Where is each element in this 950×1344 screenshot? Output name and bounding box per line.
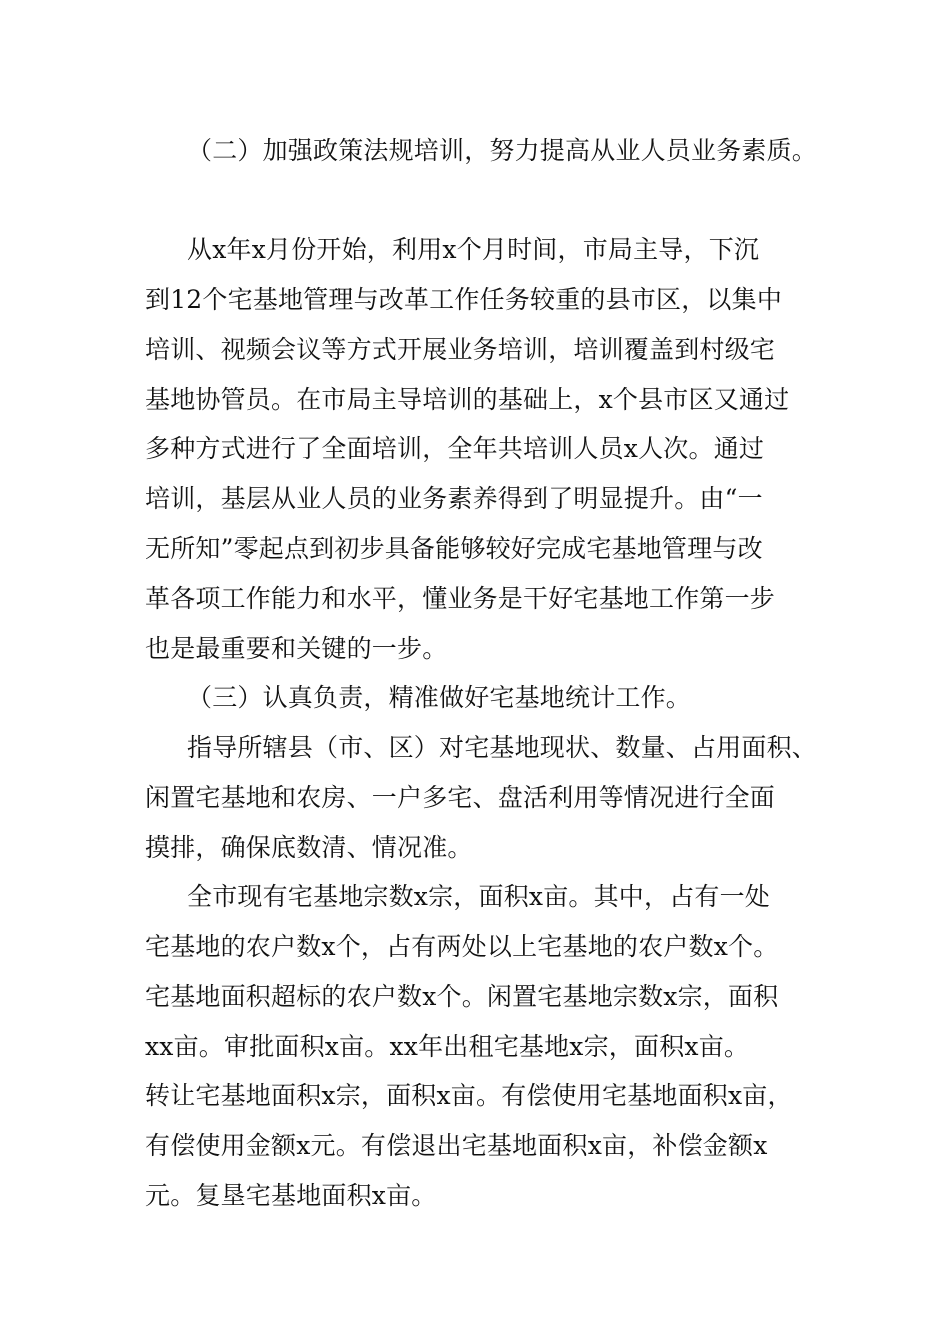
paragraph-line: 全市现有宅基地宗数x宗，面积x亩。其中，占有一处 xyxy=(187,882,771,911)
paragraph-line: 培训，基层从业人员的业务素养得到了明显提升。由“一 xyxy=(145,484,763,513)
paragraph-line: xx亩。审批面积x亩。xx年出租宅基地x宗，面积x亩。 xyxy=(145,1032,750,1061)
paragraph-line: 转让宅基地面积x宗，面积x亩。有偿使用宅基地面积x亩， xyxy=(145,1081,793,1110)
paragraph-line: 元。复垦宅基地面积x亩。 xyxy=(145,1181,437,1210)
paragraph-line: 到12个宅基地管理与改革工作任务较重的县市区，以集中 xyxy=(145,285,783,314)
paragraph-line: 从x年x月份开始，利用x个月时间，市局主导，下沉 xyxy=(187,235,760,264)
paragraph-line: 也是最重要和关键的一步。 xyxy=(145,634,448,663)
paragraph-line: 培训、视频会议等方式开展业务培训，培训覆盖到村级宅 xyxy=(145,335,776,364)
paragraph-line: 摸排，确保底数清、情况准。 xyxy=(145,833,473,862)
paragraph-line: 有偿使用金额x元。有偿退出宅基地面积x亩，补偿金额x xyxy=(145,1131,768,1160)
section-heading-3: （三）认真负责，精准做好宅基地统计工作。 xyxy=(187,683,692,712)
section-heading-2: （二）加强政策法规培训，努力提高从业人员业务素质。 xyxy=(187,136,818,165)
paragraph-line: 宅基地面积超标的农户数x个。闲置宅基地宗数x宗，面积 xyxy=(145,982,779,1011)
paragraph-line: 宅基地的农户数x个，占有两处以上宅基地的农户数x个。 xyxy=(145,932,779,961)
paragraph-line: 闲置宅基地和农房、一户多宅、盘活利用等情况进行全面 xyxy=(145,783,776,812)
paragraph-line: 无所知”零起点到初步具备能够较好完成宅基地管理与改 xyxy=(145,534,763,563)
paragraph-line: 多种方式进行了全面培训，全年共培训人员x人次。通过 xyxy=(145,434,765,463)
paragraph-line: 基地协管员。在市局主导培训的基础上，x个县市区又通过 xyxy=(145,385,790,414)
paragraph-line: 革各项工作能力和水平，懂业务是干好宅基地工作第一步 xyxy=(145,584,776,613)
paragraph-line: 指导所辖县（市、区）对宅基地现状、数量、占用面积、 xyxy=(187,733,818,762)
